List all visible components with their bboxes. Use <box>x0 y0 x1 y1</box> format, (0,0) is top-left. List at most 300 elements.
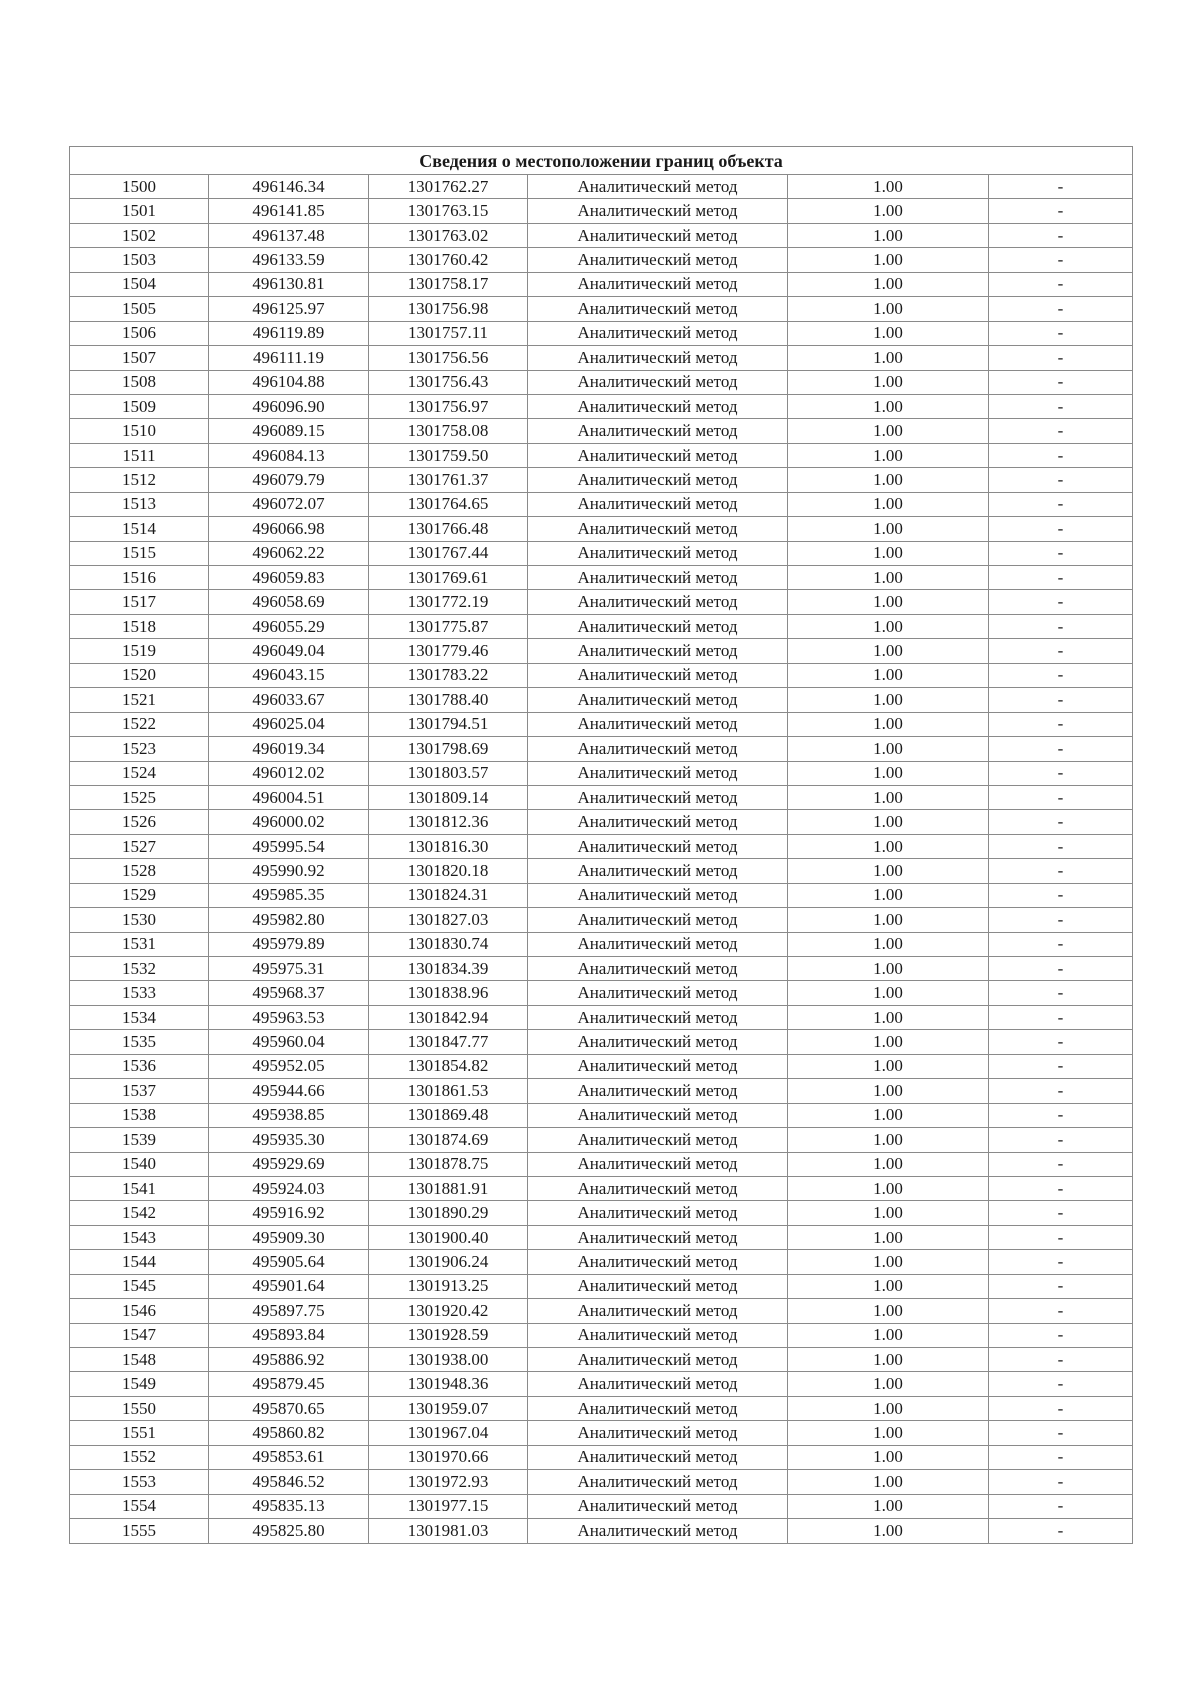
cell-point-number: 1549 <box>70 1372 209 1396</box>
table-row <box>70 761 1133 785</box>
cell-coordinate-y: 1301761.37 <box>369 468 528 492</box>
cell-note: - <box>989 1225 1133 1249</box>
cell-note: - <box>989 1470 1133 1494</box>
cell-accuracy: 1.00 <box>788 981 989 1005</box>
cell-coordinate-y: 1301767.44 <box>369 541 528 565</box>
table-row <box>70 1519 1133 1543</box>
cell-method: Аналитический метод <box>528 346 788 370</box>
table-row <box>70 1030 1133 1054</box>
cell-coordinate-x: 495893.84 <box>209 1323 369 1347</box>
cell-coordinate-x: 495935.30 <box>209 1128 369 1152</box>
table-row <box>70 883 1133 907</box>
cell-coordinate-x: 496119.89 <box>209 321 369 345</box>
cell-coordinate-x: 495870.65 <box>209 1396 369 1420</box>
cell-point-number: 1531 <box>70 932 209 956</box>
cell-point-number: 1535 <box>70 1030 209 1054</box>
cell-point-number: 1509 <box>70 394 209 418</box>
cell-point-number: 1518 <box>70 614 209 638</box>
cell-coordinate-y: 1301869.48 <box>369 1103 528 1127</box>
cell-note: - <box>989 517 1133 541</box>
cell-accuracy: 1.00 <box>788 1176 989 1200</box>
cell-method: Аналитический метод <box>528 639 788 663</box>
cell-point-number: 1511 <box>70 443 209 467</box>
cell-accuracy: 1.00 <box>788 1323 989 1347</box>
cell-point-number: 1537 <box>70 1079 209 1103</box>
cell-point-number: 1554 <box>70 1494 209 1518</box>
cell-coordinate-x: 496055.29 <box>209 614 369 638</box>
table-row <box>70 1005 1133 1029</box>
cell-method: Аналитический метод <box>528 1103 788 1127</box>
cell-note: - <box>989 1005 1133 1029</box>
cell-point-number: 1515 <box>70 541 209 565</box>
cell-coordinate-y: 1301794.51 <box>369 712 528 736</box>
table-title: Сведения о местоположении границ объекта <box>70 147 1133 175</box>
cell-point-number: 1552 <box>70 1445 209 1469</box>
cell-point-number: 1542 <box>70 1201 209 1225</box>
cell-point-number: 1520 <box>70 663 209 687</box>
cell-method: Аналитический метод <box>528 688 788 712</box>
cell-coordinate-x: 495963.53 <box>209 1005 369 1029</box>
cell-coordinate-x: 496125.97 <box>209 297 369 321</box>
cell-method: Аналитический метод <box>528 908 788 932</box>
cell-accuracy: 1.00 <box>788 590 989 614</box>
cell-point-number: 1528 <box>70 859 209 883</box>
cell-accuracy: 1.00 <box>788 1152 989 1176</box>
cell-note: - <box>989 248 1133 272</box>
cell-accuracy: 1.00 <box>788 346 989 370</box>
cell-coordinate-y: 1301834.39 <box>369 957 528 981</box>
cell-coordinate-y: 1301874.69 <box>369 1128 528 1152</box>
cell-point-number: 1530 <box>70 908 209 932</box>
cell-method: Аналитический метод <box>528 932 788 956</box>
cell-note: - <box>989 1372 1133 1396</box>
cell-coordinate-x: 495860.82 <box>209 1421 369 1445</box>
cell-accuracy: 1.00 <box>788 859 989 883</box>
cell-coordinate-x: 496133.59 <box>209 248 369 272</box>
table-row <box>70 1396 1133 1420</box>
table-row <box>70 321 1133 345</box>
cell-note: - <box>989 394 1133 418</box>
cell-coordinate-x: 496043.15 <box>209 663 369 687</box>
cell-note: - <box>989 492 1133 516</box>
cell-note: - <box>989 932 1133 956</box>
cell-point-number: 1510 <box>70 419 209 443</box>
cell-coordinate-y: 1301854.82 <box>369 1054 528 1078</box>
cell-coordinate-y: 1301830.74 <box>369 932 528 956</box>
cell-coordinate-x: 495938.85 <box>209 1103 369 1127</box>
table-row <box>70 859 1133 883</box>
table-row <box>70 199 1133 223</box>
cell-note: - <box>989 1128 1133 1152</box>
cell-coordinate-y: 1301758.08 <box>369 419 528 443</box>
cell-coordinate-y: 1301861.53 <box>369 1079 528 1103</box>
cell-coordinate-y: 1301772.19 <box>369 590 528 614</box>
table-row <box>70 1323 1133 1347</box>
cell-coordinate-x: 495975.31 <box>209 957 369 981</box>
cell-accuracy: 1.00 <box>788 614 989 638</box>
table-row <box>70 297 1133 321</box>
cell-coordinate-y: 1301759.50 <box>369 443 528 467</box>
table-row <box>70 370 1133 394</box>
cell-coordinate-x: 496096.90 <box>209 394 369 418</box>
cell-point-number: 1543 <box>70 1225 209 1249</box>
cell-method: Аналитический метод <box>528 1494 788 1518</box>
cell-accuracy: 1.00 <box>788 1225 989 1249</box>
cell-note: - <box>989 1176 1133 1200</box>
cell-method: Аналитический метод <box>528 1128 788 1152</box>
cell-accuracy: 1.00 <box>788 1299 989 1323</box>
cell-coordinate-x: 496084.13 <box>209 443 369 467</box>
cell-point-number: 1507 <box>70 346 209 370</box>
cell-method: Аналитический метод <box>528 1372 788 1396</box>
cell-method: Аналитический метод <box>528 981 788 1005</box>
cell-point-number: 1553 <box>70 1470 209 1494</box>
cell-accuracy: 1.00 <box>788 517 989 541</box>
cell-point-number: 1533 <box>70 981 209 1005</box>
cell-note: - <box>989 663 1133 687</box>
cell-coordinate-y: 1301816.30 <box>369 834 528 858</box>
cell-note: - <box>989 957 1133 981</box>
cell-accuracy: 1.00 <box>788 1005 989 1029</box>
table-row <box>70 1054 1133 1078</box>
cell-method: Аналитический метод <box>528 272 788 296</box>
cell-point-number: 1519 <box>70 639 209 663</box>
cell-point-number: 1517 <box>70 590 209 614</box>
table-row <box>70 1299 1133 1323</box>
cell-accuracy: 1.00 <box>788 1348 989 1372</box>
cell-note: - <box>989 590 1133 614</box>
cell-coordinate-y: 1301775.87 <box>369 614 528 638</box>
cell-note: - <box>989 614 1133 638</box>
cell-coordinate-y: 1301959.07 <box>369 1396 528 1420</box>
cell-method: Аналитический метод <box>528 223 788 247</box>
cell-coordinate-x: 496089.15 <box>209 419 369 443</box>
cell-coordinate-x: 495982.80 <box>209 908 369 932</box>
cell-coordinate-y: 1301900.40 <box>369 1225 528 1249</box>
cell-note: - <box>989 761 1133 785</box>
cell-coordinate-x: 495916.92 <box>209 1201 369 1225</box>
cell-method: Аналитический метод <box>528 1396 788 1420</box>
cell-coordinate-y: 1301906.24 <box>369 1250 528 1274</box>
cell-method: Аналитический метод <box>528 737 788 761</box>
cell-accuracy: 1.00 <box>788 199 989 223</box>
cell-accuracy: 1.00 <box>788 785 989 809</box>
cell-method: Аналитический метод <box>528 1421 788 1445</box>
cell-point-number: 1547 <box>70 1323 209 1347</box>
table-row <box>70 1128 1133 1152</box>
table-row <box>70 688 1133 712</box>
table-row <box>70 223 1133 247</box>
cell-coordinate-x: 496066.98 <box>209 517 369 541</box>
cell-note: - <box>989 981 1133 1005</box>
cell-accuracy: 1.00 <box>788 1128 989 1152</box>
table-row <box>70 1348 1133 1372</box>
cell-accuracy: 1.00 <box>788 957 989 981</box>
table-row <box>70 712 1133 736</box>
cell-coordinate-y: 1301913.25 <box>369 1274 528 1298</box>
cell-note: - <box>989 272 1133 296</box>
cell-coordinate-y: 1301838.96 <box>369 981 528 1005</box>
cell-method: Аналитический метод <box>528 297 788 321</box>
cell-coordinate-x: 495886.92 <box>209 1348 369 1372</box>
cell-coordinate-x: 496130.81 <box>209 272 369 296</box>
cell-coordinate-x: 496033.67 <box>209 688 369 712</box>
cell-accuracy: 1.00 <box>788 248 989 272</box>
cell-method: Аналитический метод <box>528 394 788 418</box>
cell-coordinate-x: 495985.35 <box>209 883 369 907</box>
cell-method: Аналитический метод <box>528 199 788 223</box>
cell-point-number: 1527 <box>70 834 209 858</box>
cell-coordinate-y: 1301756.43 <box>369 370 528 394</box>
cell-method: Аналитический метод <box>528 468 788 492</box>
cell-point-number: 1548 <box>70 1348 209 1372</box>
cell-coordinate-y: 1301890.29 <box>369 1201 528 1225</box>
table-row <box>70 1225 1133 1249</box>
cell-method: Аналитический метод <box>528 370 788 394</box>
cell-point-number: 1503 <box>70 248 209 272</box>
table-title-row <box>70 147 1133 175</box>
table-row <box>70 443 1133 467</box>
cell-note: - <box>989 639 1133 663</box>
cell-coordinate-x: 496012.02 <box>209 761 369 785</box>
cell-coordinate-x: 496062.22 <box>209 541 369 565</box>
cell-point-number: 1508 <box>70 370 209 394</box>
cell-method: Аналитический метод <box>528 1445 788 1469</box>
cell-point-number: 1539 <box>70 1128 209 1152</box>
cell-note: - <box>989 370 1133 394</box>
cell-method: Аналитический метод <box>528 810 788 834</box>
cell-coordinate-y: 1301920.42 <box>369 1299 528 1323</box>
cell-point-number: 1536 <box>70 1054 209 1078</box>
cell-accuracy: 1.00 <box>788 737 989 761</box>
cell-accuracy: 1.00 <box>788 419 989 443</box>
table-row <box>70 1201 1133 1225</box>
table-row <box>70 785 1133 809</box>
cell-point-number: 1501 <box>70 199 209 223</box>
cell-coordinate-y: 1301760.42 <box>369 248 528 272</box>
cell-method: Аналитический метод <box>528 443 788 467</box>
table-row <box>70 1079 1133 1103</box>
table-row <box>70 737 1133 761</box>
cell-note: - <box>989 1348 1133 1372</box>
cell-coordinate-x: 495968.37 <box>209 981 369 1005</box>
cell-accuracy: 1.00 <box>788 272 989 296</box>
cell-coordinate-y: 1301764.65 <box>369 492 528 516</box>
cell-point-number: 1541 <box>70 1176 209 1200</box>
table-row <box>70 810 1133 834</box>
cell-note: - <box>989 1421 1133 1445</box>
cell-accuracy: 1.00 <box>788 639 989 663</box>
cell-accuracy: 1.00 <box>788 492 989 516</box>
cell-method: Аналитический метод <box>528 1348 788 1372</box>
cell-method: Аналитический метод <box>528 712 788 736</box>
cell-note: - <box>989 1396 1133 1420</box>
table-row <box>70 1103 1133 1127</box>
cell-point-number: 1540 <box>70 1152 209 1176</box>
cell-point-number: 1513 <box>70 492 209 516</box>
cell-accuracy: 1.00 <box>788 468 989 492</box>
cell-accuracy: 1.00 <box>788 1103 989 1127</box>
table-row <box>70 175 1133 199</box>
cell-coordinate-y: 1301820.18 <box>369 859 528 883</box>
table-row <box>70 1470 1133 1494</box>
table-body <box>70 175 1133 1544</box>
cell-point-number: 1551 <box>70 1421 209 1445</box>
cell-coordinate-y: 1301757.11 <box>369 321 528 345</box>
cell-coordinate-x: 496072.07 <box>209 492 369 516</box>
cell-method: Аналитический метод <box>528 1299 788 1323</box>
cell-point-number: 1524 <box>70 761 209 785</box>
cell-method: Аналитический метод <box>528 614 788 638</box>
cell-point-number: 1512 <box>70 468 209 492</box>
cell-note: - <box>989 1054 1133 1078</box>
table-row <box>70 663 1133 687</box>
cell-note: - <box>989 859 1133 883</box>
table-row <box>70 1421 1133 1445</box>
cell-coordinate-y: 1301803.57 <box>369 761 528 785</box>
table-row <box>70 541 1133 565</box>
cell-method: Аналитический метод <box>528 1079 788 1103</box>
cell-coordinate-y: 1301938.00 <box>369 1348 528 1372</box>
cell-accuracy: 1.00 <box>788 321 989 345</box>
table-row <box>70 468 1133 492</box>
cell-note: - <box>989 1152 1133 1176</box>
cell-method: Аналитический метод <box>528 492 788 516</box>
cell-method: Аналитический метод <box>528 1250 788 1274</box>
cell-accuracy: 1.00 <box>788 297 989 321</box>
cell-method: Аналитический метод <box>528 1005 788 1029</box>
cell-point-number: 1545 <box>70 1274 209 1298</box>
cell-coordinate-x: 496146.34 <box>209 175 369 199</box>
cell-point-number: 1529 <box>70 883 209 907</box>
cell-note: - <box>989 1445 1133 1469</box>
cell-accuracy: 1.00 <box>788 834 989 858</box>
cell-accuracy: 1.00 <box>788 443 989 467</box>
cell-point-number: 1522 <box>70 712 209 736</box>
cell-coordinate-y: 1301788.40 <box>369 688 528 712</box>
cell-method: Аналитический метод <box>528 883 788 907</box>
cell-point-number: 1500 <box>70 175 209 199</box>
cell-accuracy: 1.00 <box>788 566 989 590</box>
cell-point-number: 1525 <box>70 785 209 809</box>
cell-coordinate-y: 1301842.94 <box>369 1005 528 1029</box>
cell-method: Аналитический метод <box>528 1152 788 1176</box>
cell-coordinate-y: 1301763.02 <box>369 223 528 247</box>
cell-point-number: 1521 <box>70 688 209 712</box>
table-row <box>70 981 1133 1005</box>
cell-method: Аналитический метод <box>528 1225 788 1249</box>
cell-coordinate-x: 495960.04 <box>209 1030 369 1054</box>
cell-note: - <box>989 443 1133 467</box>
table-row <box>70 957 1133 981</box>
cell-accuracy: 1.00 <box>788 663 989 687</box>
cell-coordinate-x: 495952.05 <box>209 1054 369 1078</box>
cell-method: Аналитический метод <box>528 248 788 272</box>
table-row <box>70 1494 1133 1518</box>
cell-coordinate-x: 495979.89 <box>209 932 369 956</box>
cell-accuracy: 1.00 <box>788 1079 989 1103</box>
cell-coordinate-x: 495846.52 <box>209 1470 369 1494</box>
cell-note: - <box>989 1323 1133 1347</box>
cell-note: - <box>989 1079 1133 1103</box>
cell-method: Аналитический метод <box>528 859 788 883</box>
cell-coordinate-x: 495929.69 <box>209 1152 369 1176</box>
cell-accuracy: 1.00 <box>788 1445 989 1469</box>
cell-point-number: 1514 <box>70 517 209 541</box>
cell-note: - <box>989 541 1133 565</box>
cell-accuracy: 1.00 <box>788 1030 989 1054</box>
cell-coordinate-y: 1301981.03 <box>369 1519 528 1543</box>
cell-method: Аналитический метод <box>528 1201 788 1225</box>
cell-method: Аналитический метод <box>528 785 788 809</box>
table-row <box>70 639 1133 663</box>
cell-accuracy: 1.00 <box>788 761 989 785</box>
cell-note: - <box>989 468 1133 492</box>
cell-coordinate-x: 495944.66 <box>209 1079 369 1103</box>
cell-method: Аналитический метод <box>528 1470 788 1494</box>
cell-note: - <box>989 712 1133 736</box>
cell-note: - <box>989 1519 1133 1543</box>
cell-coordinate-x: 495990.92 <box>209 859 369 883</box>
cell-point-number: 1526 <box>70 810 209 834</box>
cell-coordinate-y: 1301756.56 <box>369 346 528 370</box>
cell-method: Аналитический метод <box>528 957 788 981</box>
cell-accuracy: 1.00 <box>788 1274 989 1298</box>
cell-note: - <box>989 688 1133 712</box>
cell-method: Аналитический метод <box>528 566 788 590</box>
cell-coordinate-y: 1301928.59 <box>369 1323 528 1347</box>
cell-accuracy: 1.00 <box>788 1396 989 1420</box>
cell-coordinate-y: 1301970.66 <box>369 1445 528 1469</box>
cell-coordinate-y: 1301812.36 <box>369 810 528 834</box>
cell-point-number: 1505 <box>70 297 209 321</box>
table-row <box>70 1152 1133 1176</box>
cell-method: Аналитический метод <box>528 834 788 858</box>
cell-note: - <box>989 566 1133 590</box>
cell-point-number: 1555 <box>70 1519 209 1543</box>
cell-note: - <box>989 1103 1133 1127</box>
cell-point-number: 1506 <box>70 321 209 345</box>
cell-method: Аналитический метод <box>528 175 788 199</box>
cell-coordinate-x: 496104.88 <box>209 370 369 394</box>
cell-coordinate-y: 1301824.31 <box>369 883 528 907</box>
cell-accuracy: 1.00 <box>788 1519 989 1543</box>
cell-note: - <box>989 297 1133 321</box>
cell-coordinate-y: 1301881.91 <box>369 1176 528 1200</box>
cell-point-number: 1532 <box>70 957 209 981</box>
table-row <box>70 419 1133 443</box>
table-row <box>70 346 1133 370</box>
cell-coordinate-y: 1301769.61 <box>369 566 528 590</box>
cell-method: Аналитический метод <box>528 1274 788 1298</box>
cell-coordinate-x: 495835.13 <box>209 1494 369 1518</box>
cell-method: Аналитический метод <box>528 761 788 785</box>
cell-coordinate-x: 496004.51 <box>209 785 369 809</box>
cell-note: - <box>989 1201 1133 1225</box>
cell-coordinate-y: 1301948.36 <box>369 1372 528 1396</box>
cell-method: Аналитический метод <box>528 1323 788 1347</box>
table-row <box>70 908 1133 932</box>
cell-method: Аналитический метод <box>528 1030 788 1054</box>
cell-coordinate-x: 495905.64 <box>209 1250 369 1274</box>
cell-point-number: 1502 <box>70 223 209 247</box>
cell-coordinate-y: 1301798.69 <box>369 737 528 761</box>
cell-method: Аналитический метод <box>528 590 788 614</box>
cell-accuracy: 1.00 <box>788 908 989 932</box>
table-row <box>70 1274 1133 1298</box>
cell-note: - <box>989 785 1133 809</box>
table-row <box>70 834 1133 858</box>
